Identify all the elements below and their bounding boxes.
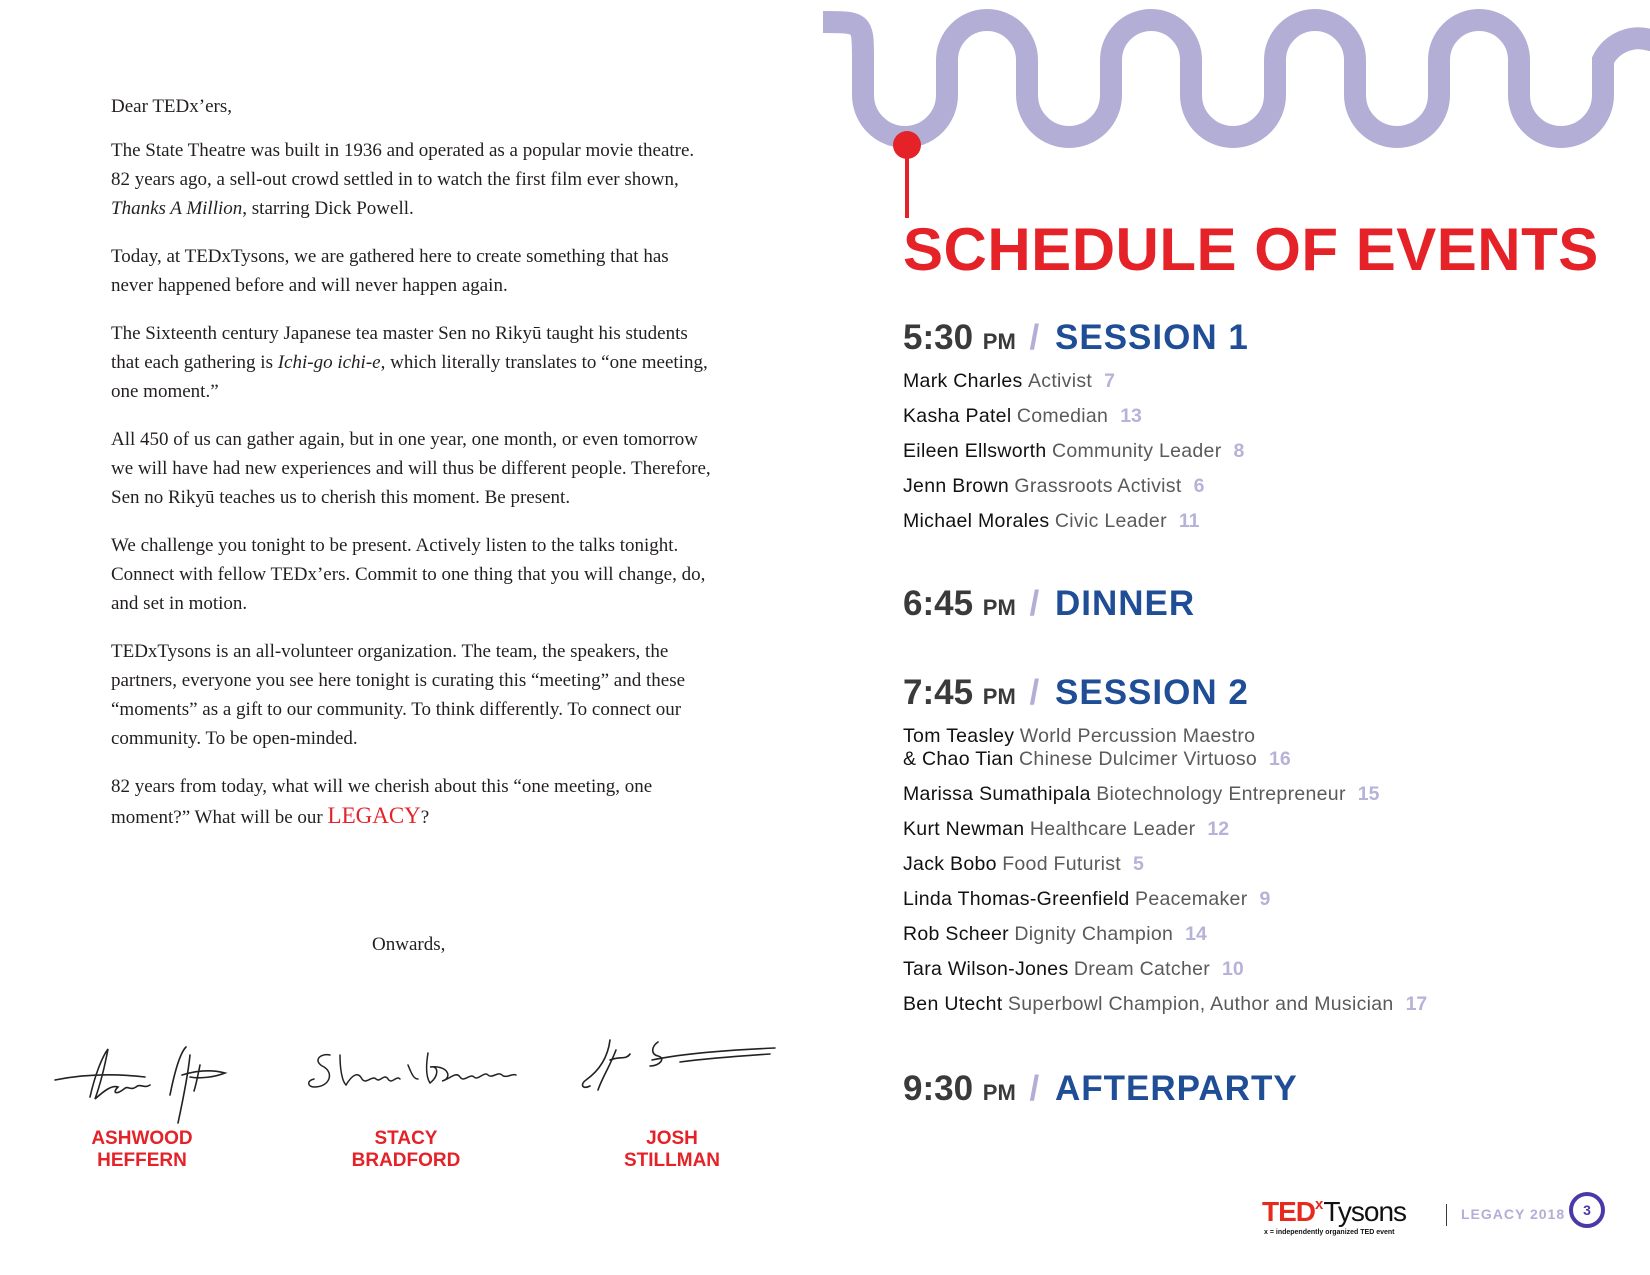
tedx-tysons-logo: TEDxTysons [1262, 1196, 1407, 1227]
session-time: 9:30 [903, 1069, 974, 1108]
session-time: 7:45 [903, 673, 974, 712]
schedule-title: SCHEDULE OF EVENTS [903, 216, 1599, 283]
session-header-afterparty: 9:30 PM / AFTERPARTY [903, 1069, 1298, 1108]
session-time: 6:45 [903, 584, 974, 623]
speaker-row: Tom Teasley World Percussion Maestro & Chao Tian Chinese Dulcimer Virtuoso 16 [903, 725, 1291, 770]
page-number-badge: 3 [1569, 1192, 1605, 1228]
speaker-row: Jack Bobo Food Futurist 5 [903, 853, 1144, 875]
speaker-row: Kasha Patel Comedian 13 [903, 405, 1142, 427]
letter-paragraph-4: All 450 of us can gather again, but in one year, one month, or even tomorrow we will have had new experiences and will thus be different people. Therefore, Sen no Rikyū teaches us to cherish this moment. Be present. [111, 429, 711, 508]
session-header-2: 7:45 PM / SESSION 2 [903, 673, 1249, 712]
speaker-row: Rob Scheer Dignity Champion 14 [903, 923, 1207, 945]
session-name: SESSION 1 [1055, 318, 1249, 357]
signer-josh-stillman: JOSH STILLMAN [623, 1128, 721, 1171]
legacy-word: LEGACY [327, 803, 421, 828]
speaker-row: Jenn Brown Grassroots Activist 6 [903, 475, 1205, 497]
letter-paragraph-2: Today, at TEDxTysons, we are gathered here to create something that has never happened before and will never happen again. [111, 246, 669, 296]
session-name: DINNER [1055, 584, 1196, 623]
session-name: AFTERPARTY [1055, 1069, 1298, 1108]
letter-paragraph-6: TEDxTysons is an all-volunteer organization. The team, the speakers, the partners, everyone you see here tonight is curating this “meeting” and these “moments” as a gift to our community. To think differently. To connect our community. To be open-minded. [111, 641, 686, 749]
letter-paragraph-5: We challenge you tonight to be present. Actively listen to the talks tonight. Connect with fellow TEDx’ers. Commit to one thing that you will change, do, and set in motion. [111, 535, 706, 614]
session-name: SESSION 2 [1055, 673, 1249, 712]
session-1-speaker-list [903, 370, 1244, 545]
welcome-letter [111, 92, 711, 851]
speaker-row: Ben Utecht Superbowl Champion, Author and Musician 17 [903, 993, 1428, 1015]
letter-paragraph-1: The State Theatre was built in 1936 and operated as a popular movie theatre. 82 years ago, a sell-out crowd settled in to watch the first film ever shown, Thanks A Million, starring Dick Powell. [111, 140, 695, 219]
letter-closing: Onwards, [372, 934, 446, 955]
session-header-dinner: 6:45 PM / DINNER [903, 584, 1196, 623]
timeline-dot [893, 131, 921, 159]
ichigo-ichie-term: Ichi-go ichi-e [277, 352, 381, 373]
session-time: 5:30 [903, 318, 974, 357]
speaker-row: Marissa Sumathipala Biotechnology Entrepreneur 15 [903, 783, 1380, 805]
tedx-tagline: x = independently organized TED event [1264, 1229, 1395, 1236]
letter-paragraph-3: The Sixteenth century Japanese tea master Sen no Rikyū taught his students that each gathering is Ichi-go ichi-e, which literally translates to “one meeting, one moment.” [111, 323, 708, 402]
session-2-speaker-list [903, 725, 1427, 1028]
speaker-row: Mark Charles Activist 7 [903, 370, 1115, 392]
footer-divider [1446, 1204, 1447, 1226]
film-title: Thanks A Million [111, 198, 243, 219]
decorative-wave-line [823, 0, 1650, 225]
speaker-row: Eileen Ellsworth Community Leader 8 [903, 440, 1245, 462]
session-header-1: 5:30 PM / SESSION 1 [903, 318, 1249, 357]
signature-ashwood-heffern [50, 1035, 240, 1125]
letter-paragraph-7: 82 years from today, what will we cherish about this “one meeting, one moment?” What will be our LEGACY? [111, 776, 653, 828]
signature-stacy-bradford [300, 1035, 530, 1105]
signature-josh-stillman [580, 1030, 780, 1100]
signer-ashwood-heffern: ASHWOOD HEFFERN [91, 1128, 193, 1171]
speaker-row: Linda Thomas-Greenfield Peacemaker 9 [903, 888, 1271, 910]
speaker-row: Tara Wilson-Jones Dream Catcher 10 [903, 958, 1244, 980]
speaker-row: Michael Morales Civic Leader 11 [903, 510, 1200, 532]
event-label: LEGACY 2018 [1461, 1206, 1566, 1222]
letter-greeting: Dear TEDx’ers, [111, 96, 232, 117]
signer-stacy-bradford: STACY BRADFORD [351, 1128, 461, 1171]
speaker-row: Kurt Newman Healthcare Leader 12 [903, 818, 1230, 840]
